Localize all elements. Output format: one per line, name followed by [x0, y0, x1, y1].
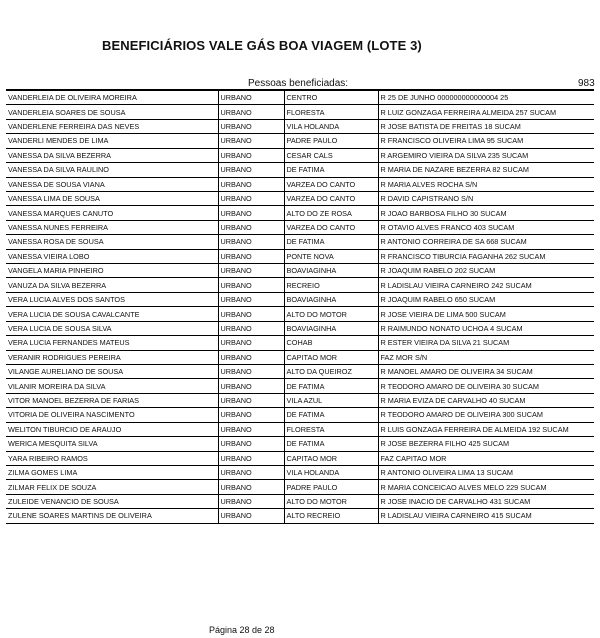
- neighborhood-cell: BOAVIAGINHA: [284, 321, 378, 335]
- beneficiary-name-cell: VANESSA LIMA DE SOUSA: [6, 191, 218, 205]
- beneficiary-name-cell: YARA RIBEIRO RAMOS: [6, 451, 218, 465]
- beneficiary-name-cell: ZILMAR FELIX DE SOUZA: [6, 480, 218, 494]
- zone-cell: URBANO: [218, 393, 284, 407]
- table-row: [6, 379, 594, 393]
- neighborhood-cell: ALTO DO MOTOR: [284, 307, 378, 321]
- address-cell: R FRANCISCO OLIVEIRA LIMA 95 SUCAM: [378, 134, 594, 148]
- table-row: [6, 119, 594, 133]
- beneficiary-name-cell: WELITON TIBURCIO DE ARAUJO: [6, 422, 218, 436]
- neighborhood-cell: ALTO DO MOTOR: [284, 494, 378, 508]
- zone-cell: URBANO: [218, 437, 284, 451]
- table-row: [6, 249, 594, 263]
- address-cell: R JOAQUIM RABELO 202 SUCAM: [378, 264, 594, 278]
- table-row: [6, 350, 594, 364]
- neighborhood-cell: VARZEA DO CANTO: [284, 220, 378, 234]
- table-row: [6, 177, 594, 191]
- beneficiary-name-cell: VERA LUCIA DE SOUSA SILVA: [6, 321, 218, 335]
- table-row: [6, 148, 594, 162]
- neighborhood-cell: CAPITAO MOR: [284, 451, 378, 465]
- zone-cell: URBANO: [218, 321, 284, 335]
- table-row: [6, 105, 594, 119]
- address-cell: R MARIA CONCEICAO ALVES MELO 229 SUCAM: [378, 480, 594, 494]
- table-row: [6, 494, 594, 508]
- zone-cell: URBANO: [218, 206, 284, 220]
- neighborhood-cell: ALTO DO ZE ROSA: [284, 206, 378, 220]
- zone-cell: URBANO: [218, 264, 284, 278]
- beneficiary-name-cell: VILANIR MOREIRA DA SILVA: [6, 379, 218, 393]
- table-row: [6, 336, 594, 350]
- beneficiaries-table: [6, 89, 594, 524]
- table-row: [6, 206, 594, 220]
- page-footer: Página 28 de 28: [209, 625, 275, 635]
- neighborhood-cell: COHAB: [284, 336, 378, 350]
- table-row: [6, 393, 594, 407]
- address-cell: R OTAVIO ALVES FRANCO 403 SUCAM: [378, 220, 594, 234]
- neighborhood-cell: ALTO DA QUEIROZ: [284, 365, 378, 379]
- neighborhood-cell: RECREIO: [284, 278, 378, 292]
- neighborhood-cell: BOAVIAGINHA: [284, 264, 378, 278]
- neighborhood-cell: ALTO RECREIO: [284, 509, 378, 523]
- beneficiary-name-cell: VANESSA ROSA DE SOUSA: [6, 235, 218, 249]
- beneficiary-name-cell: VANESSA MARQUES CANUTO: [6, 206, 218, 220]
- zone-cell: URBANO: [218, 163, 284, 177]
- address-cell: R 25 DE JUNHO 000000000000004 25: [378, 90, 594, 105]
- neighborhood-cell: VARZEA DO CANTO: [284, 177, 378, 191]
- zone-cell: URBANO: [218, 509, 284, 523]
- address-cell: R JOAO BARBOSA FILHO 30 SUCAM: [378, 206, 594, 220]
- zone-cell: URBANO: [218, 90, 284, 105]
- address-cell: R LUIZ GONZAGA FERREIRA ALMEIDA 257 SUCAM: [378, 105, 594, 119]
- address-cell: R ANTONIO OLIVEIRA LIMA 13 SUCAM: [378, 465, 594, 479]
- address-cell: R JOSE VIEIRA DE LIMA 500 SUCAM: [378, 307, 594, 321]
- address-cell: R DAVID CAPISTRANO S/N: [378, 191, 594, 205]
- neighborhood-cell: DE FATIMA: [284, 379, 378, 393]
- zone-cell: URBANO: [218, 292, 284, 306]
- neighborhood-cell: VILA HOLANDA: [284, 465, 378, 479]
- zone-cell: URBANO: [218, 494, 284, 508]
- address-cell: R JOSE BATISTA DE FREITAS 18 SUCAM: [378, 119, 594, 133]
- address-cell: R JOSE INACIO DE CARVALHO 431 SUCAM: [378, 494, 594, 508]
- beneficiary-name-cell: VANUZA DA SILVA BEZERRA: [6, 278, 218, 292]
- beneficiary-name-cell: VANESSA DA SILVA RAULINO: [6, 163, 218, 177]
- zone-cell: URBANO: [218, 451, 284, 465]
- beneficiary-name-cell: ZULEIDE VENANCIO DE SOUSA: [6, 494, 218, 508]
- beneficiary-name-cell: VILANGE AURELIANO DE SOUSA: [6, 365, 218, 379]
- beneficiary-name-cell: VANGELA MARIA PINHEIRO: [6, 264, 218, 278]
- address-cell: R MANOEL AMARO DE OLIVEIRA 34 SUCAM: [378, 365, 594, 379]
- beneficiary-name-cell: VITOR MANOEL BEZERRA DE FARIAS: [6, 393, 218, 407]
- beneficiary-name-cell: VANDERLEIA SOARES DE SOUSA: [6, 105, 218, 119]
- table-row: [6, 191, 594, 205]
- address-cell: R JOSE BEZERRA FILHO 425 SUCAM: [378, 437, 594, 451]
- table-row: [6, 278, 594, 292]
- address-cell: R ESTER VIEIRA DA SILVA 21 SUCAM: [378, 336, 594, 350]
- table-row: [6, 437, 594, 451]
- table-row: [6, 321, 594, 335]
- neighborhood-cell: PONTE NOVA: [284, 249, 378, 263]
- neighborhood-cell: DE FATIMA: [284, 235, 378, 249]
- zone-cell: URBANO: [218, 365, 284, 379]
- table-row: [6, 307, 594, 321]
- address-cell: R RAIMUNDO NONATO UCHOA 4 SUCAM: [378, 321, 594, 335]
- neighborhood-cell: CAPITAO MOR: [284, 350, 378, 364]
- zone-cell: URBANO: [218, 148, 284, 162]
- zone-cell: URBANO: [218, 307, 284, 321]
- neighborhood-cell: FLORESTA: [284, 422, 378, 436]
- beneficiary-name-cell: VANESSA DA SILVA BEZERRA: [6, 148, 218, 162]
- address-cell: R ARGEMIRO VIEIRA DA SILVA 235 SUCAM: [378, 148, 594, 162]
- table-row: [6, 235, 594, 249]
- table-subheading: Pessoas beneficiadas:: [248, 78, 349, 89]
- beneficiary-name-cell: VERANIR RODRIGUES PEREIRA: [6, 350, 218, 364]
- neighborhood-cell: VILA AZUL: [284, 393, 378, 407]
- zone-cell: URBANO: [218, 249, 284, 263]
- table-row: [6, 134, 594, 148]
- address-cell: R FRANCISCO TIBURCIA FAGANHA 262 SUCAM: [378, 249, 594, 263]
- table-row: [6, 480, 594, 494]
- address-cell: FAZ CAPITAO MOR: [378, 451, 594, 465]
- beneficiary-name-cell: VANDERLI MENDES DE LIMA: [6, 134, 218, 148]
- neighborhood-cell: DE FATIMA: [284, 437, 378, 451]
- table-row: [6, 292, 594, 306]
- zone-cell: URBANO: [218, 235, 284, 249]
- beneficiary-name-cell: ZULENE SOARES MARTINS DE OLIVEIRA: [6, 509, 218, 523]
- zone-cell: URBANO: [218, 379, 284, 393]
- address-cell: R LADISLAU VIEIRA CARNEIRO 242 SUCAM: [378, 278, 594, 292]
- address-cell: FAZ MOR S/N: [378, 350, 594, 364]
- beneficiary-name-cell: VANESSA VIEIRA LOBO: [6, 249, 218, 263]
- beneficiary-name-cell: VERA LUCIA DE SOUSA CAVALCANTE: [6, 307, 218, 321]
- document-title: BENEFICIÁRIOS VALE GÁS BOA VIAGEM (LOTE 3): [102, 38, 422, 53]
- neighborhood-cell: CESAR CALS: [284, 148, 378, 162]
- address-cell: R JOAQUIM RABELO 650 SUCAM: [378, 292, 594, 306]
- zone-cell: URBANO: [218, 220, 284, 234]
- neighborhood-cell: VARZEA DO CANTO: [284, 191, 378, 205]
- zone-cell: URBANO: [218, 119, 284, 133]
- beneficiary-name-cell: VANESSA DE SOUSA VIANA: [6, 177, 218, 191]
- zone-cell: URBANO: [218, 105, 284, 119]
- beneficiary-name-cell: WERICA MESQUITA SILVA: [6, 437, 218, 451]
- beneficiary-name-cell: VANESSA NUNES FERREIRA: [6, 220, 218, 234]
- table-row: [6, 509, 594, 523]
- address-cell: R ANTONIO CORREIRA DE SA 668 SUCAM: [378, 235, 594, 249]
- neighborhood-cell: DE FATIMA: [284, 163, 378, 177]
- neighborhood-cell: BOAVIAGINHA: [284, 292, 378, 306]
- beneficiary-name-cell: ZILMA GOMES LIMA: [6, 465, 218, 479]
- zone-cell: URBANO: [218, 480, 284, 494]
- zone-cell: URBANO: [218, 350, 284, 364]
- zone-cell: URBANO: [218, 134, 284, 148]
- table-row: [6, 264, 594, 278]
- table-row: [6, 408, 594, 422]
- table-row: [6, 422, 594, 436]
- beneficiaries-table-body: [6, 90, 594, 523]
- table-row: [6, 163, 594, 177]
- zone-cell: URBANO: [218, 278, 284, 292]
- address-cell: R TEODORO AMARO DE OLIVEIRA 30 SUCAM: [378, 379, 594, 393]
- zone-cell: URBANO: [218, 336, 284, 350]
- beneficiary-name-cell: VANDERLENE FERREIRA DAS NEVES: [6, 119, 218, 133]
- neighborhood-cell: DE FATIMA: [284, 408, 378, 422]
- beneficiary-count: 983: [578, 78, 595, 89]
- neighborhood-cell: PADRE PAULO: [284, 134, 378, 148]
- table-row: [6, 220, 594, 234]
- address-cell: R MARIA ALVES ROCHA S/N: [378, 177, 594, 191]
- address-cell: R LADISLAU VIEIRA CARNEIRO 415 SUCAM: [378, 509, 594, 523]
- beneficiary-name-cell: VITORIA DE OLIVEIRA NASCIMENTO: [6, 408, 218, 422]
- zone-cell: URBANO: [218, 465, 284, 479]
- zone-cell: URBANO: [218, 422, 284, 436]
- address-cell: R LUIS GONZAGA FERREIRA DE ALMEIDA 192 SUCAM: [378, 422, 594, 436]
- neighborhood-cell: CENTRO: [284, 90, 378, 105]
- beneficiary-name-cell: VERA LUCIA ALVES DOS SANTOS: [6, 292, 218, 306]
- zone-cell: URBANO: [218, 408, 284, 422]
- zone-cell: URBANO: [218, 177, 284, 191]
- beneficiary-name-cell: VERA LUCIA FERNANDES MATEUS: [6, 336, 218, 350]
- neighborhood-cell: VILA HOLANDA: [284, 119, 378, 133]
- table-row: [6, 465, 594, 479]
- table-row: [6, 365, 594, 379]
- neighborhood-cell: PADRE PAULO: [284, 480, 378, 494]
- address-cell: R MARIA EVIZA DE CARVALHO 40 SUCAM: [378, 393, 594, 407]
- beneficiary-name-cell: VANDERLEIA DE OLIVEIRA MOREIRA: [6, 90, 218, 105]
- table-row: [6, 90, 594, 105]
- address-cell: R TEODORO AMARO DE OLIVEIRA 300 SUCAM: [378, 408, 594, 422]
- address-cell: R MARIA DE NAZARE BEZERRA 82 SUCAM: [378, 163, 594, 177]
- table-row: [6, 451, 594, 465]
- neighborhood-cell: FLORESTA: [284, 105, 378, 119]
- zone-cell: URBANO: [218, 191, 284, 205]
